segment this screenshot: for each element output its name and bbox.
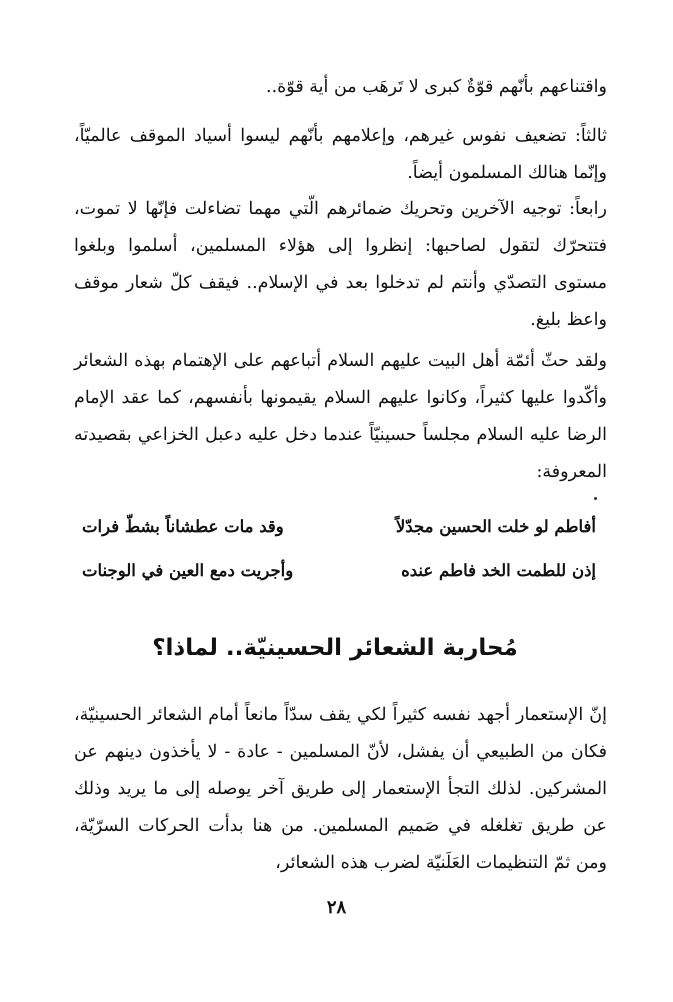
- poem-hemistich-first: إذن للطمت الخد فاطم عنده: [401, 560, 596, 580]
- paragraph-imams-encouragement: ولقد حثّ أئمّة أهل البيت عليهم السلام أتباعهم على الإهتمام بهذه الشعائر وأكّدوا عليها كثيراً، وكانوا عليهم السلام يقيمونها بأنفسهم، كما عقد الإمام الرضا عليه السلام مجلساً حسينيّاً عندما دخل عليه دعبل الخزاعي بقصيدته المعروفة:: [74, 351, 607, 482]
- paragraph-fourth-point: رابعاً: توجيه الآخرين وتحريك ضمائرهم الّتي مهما تضاءلت فإنّها لا تموت، فتتحرّك لتقول لصاحبها: إنظروا إلى هؤلاء المسلمين، أسلموا وبلغوا مستوى التصدّي وأنتم لم تدخلوا بعد في الإسلام.. فيقف كلّ شعار موقف واعظ بليغ.: [74, 199, 607, 330]
- paragraph-colonialism: إنّ الإستعمار أجهد نفسه كثيراً لكي يقف سدّاً مانعاً أمام الشعائر الحسينيّة، فكان من الطبيعي أن يفشل، لأنّ المسلمين - عادة - لا يأخذون دينهم عن المشركين. لذلك التجأ الإستعمار إلى طريق آخر يوصله إلى ما يريد وذلك عن طريق تغلغله في صَميم المسلمين. من هنا بدأت الحركات السرّيّة، ومن ثمّ التنظيمات العَلَنيّة لضرب هذه الشعائر،: [74, 705, 607, 873]
- stray-mark: [594, 497, 597, 500]
- page-number: ٢٨: [326, 897, 347, 918]
- paragraph-intro-continuation: واقتناعهم بأنّهم قوّةٌ كبرى لا تَرهَب من أية قوّة..: [266, 77, 607, 97]
- poem-verse: [82, 548, 596, 592]
- poem-hemistich-first: أفاطم لو خلت الحسين مجدّلاً: [395, 516, 596, 536]
- paragraph-third-point: ثالثاً: تضعيف نفوس غيرهم، وإعلامهم بأنّهم ليسوا أسياد الموقف عالميّاً، وإنّما هنالك المسلمون أيضاً.: [74, 126, 607, 183]
- poem-hemistich-second: وأجريت دمع العين في الوجنات: [82, 560, 294, 580]
- poem-hemistich-second: وقد مات عطشاناً بشطّ فرات: [82, 516, 284, 536]
- section-heading: مُحاربة الشعائر الحسينيّة.. لماذا؟: [152, 635, 518, 661]
- poem-verses: [82, 504, 596, 592]
- poem-verse: [82, 504, 596, 548]
